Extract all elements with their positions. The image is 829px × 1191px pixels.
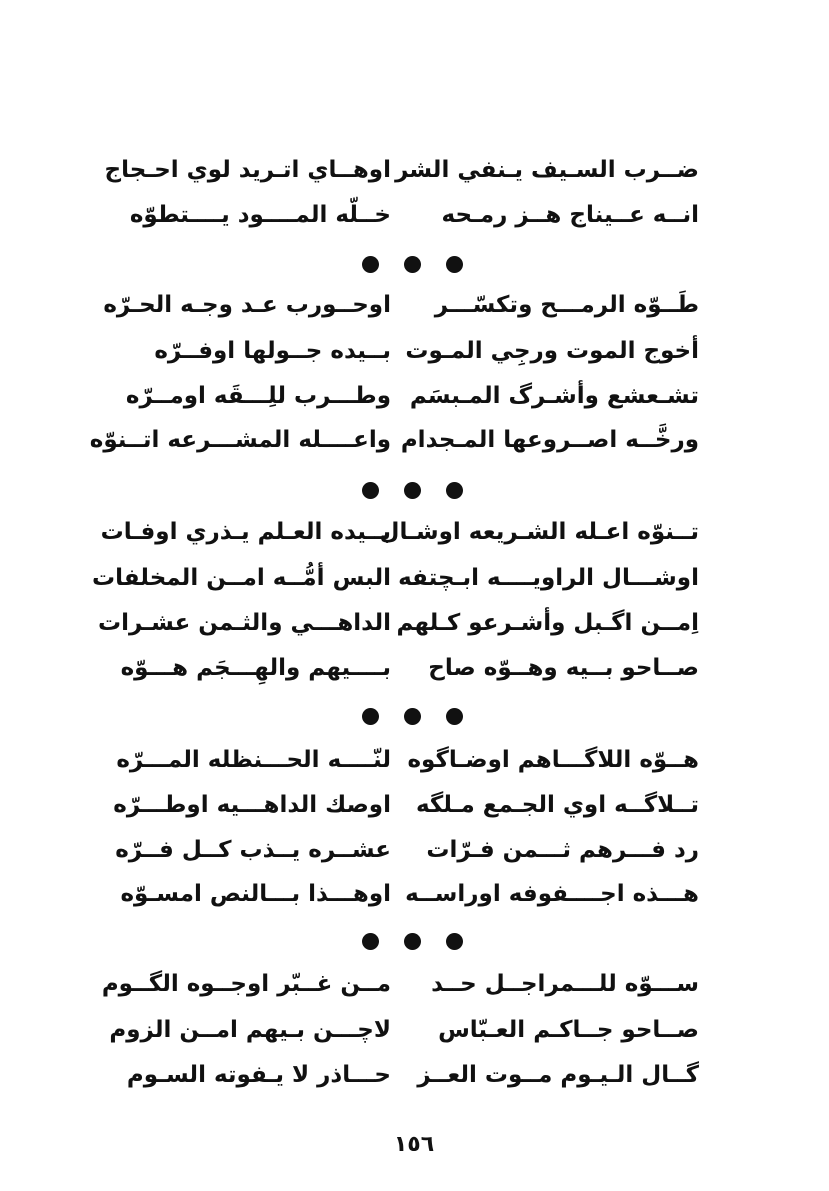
verse-second-hemistich: بــــيهم والهِـــجَم هـــوّه bbox=[120, 655, 391, 681]
separator-dot bbox=[404, 256, 421, 273]
verse-first-hemistich: رد فـــرهم ثـــمن فـرّات bbox=[426, 837, 699, 863]
separator-dot bbox=[404, 708, 421, 725]
verse-first-hemistich: هـــذه اجــــفوفه اوراســه bbox=[405, 881, 699, 907]
verse-first-hemistich: صــاحو بــيه وهــوّه صاح bbox=[428, 655, 699, 681]
verse-line bbox=[0, 331, 829, 371]
separator-dot bbox=[446, 482, 463, 499]
verse-first-hemistich: ضــرب السـيف يـنفي الشر bbox=[395, 157, 699, 183]
verse-second-hemistich: واعــــله المشـــرعه اتــنوّه bbox=[89, 427, 391, 453]
verse-line bbox=[0, 420, 829, 460]
separator-dot bbox=[362, 933, 379, 950]
stanza-separator bbox=[0, 708, 829, 728]
verse-line bbox=[0, 376, 829, 416]
verse-first-hemistich: أخوج الموت ورجِي المـوت bbox=[405, 338, 699, 364]
separator-dot bbox=[404, 482, 421, 499]
verse-second-hemistich: خــلّه المــــود يــــتطوّه bbox=[129, 202, 391, 228]
separator-dot bbox=[446, 708, 463, 725]
verse-second-hemistich: البس أمُّــه امــن المخلفات bbox=[92, 565, 391, 591]
verse-second-hemistich: عشــره يــذب كــل فــرّه bbox=[115, 837, 391, 863]
verse-first-hemistich: اِمــن اگـبل وأشـرعو كـلهم bbox=[396, 610, 699, 636]
verse-line bbox=[0, 830, 829, 870]
verse-line bbox=[0, 285, 829, 325]
verse-second-hemistich: حـــاذر لا يـفوته السـوم bbox=[126, 1062, 391, 1088]
separator-dot bbox=[362, 482, 379, 499]
verse-first-hemistich: طَــوّه الرمـــح وتكسّـــر bbox=[434, 292, 699, 318]
verse-second-hemistich: مــن غــبّر اوجــوه الگــوم bbox=[101, 971, 391, 997]
verse-line bbox=[0, 558, 829, 598]
verse-first-hemistich: انــه عــيناج هــز رمـحه bbox=[441, 202, 699, 228]
verse-first-hemistich: هــوّه اللاگـــاهم اوضـاگوه bbox=[407, 747, 699, 773]
verse-second-hemistich: لاچـــن بـيهم امــن الزوم bbox=[109, 1017, 391, 1043]
verse-second-hemistich: اوحــورب عـد وجـه الحـرّه bbox=[103, 292, 391, 318]
verse-first-hemistich: تــنوّه اعـله الشـريعه اوشـال bbox=[379, 519, 699, 545]
stanza-separator bbox=[0, 482, 829, 502]
verse-line bbox=[0, 195, 829, 235]
stanza-separator bbox=[0, 256, 829, 276]
verse-line bbox=[0, 874, 829, 914]
verse-second-hemistich: الداهـــي والثـمن عشـرات bbox=[98, 610, 391, 636]
verse-second-hemistich: اوصك الداهـــيه اوطـــرّه bbox=[113, 792, 391, 818]
verse-second-hemistich: لنّــــه الحـــنظله المـــرّه bbox=[116, 747, 391, 773]
verse-first-hemistich: اوشـــال الراويــــه ابـچتفه bbox=[398, 565, 699, 591]
verse-second-hemistich: بــيده العـلم يـذري اوفـات bbox=[100, 519, 391, 545]
page-number bbox=[364, 1128, 464, 1162]
page-number-text: ١٥٦ bbox=[393, 1132, 435, 1157]
stanza-separator bbox=[0, 933, 829, 953]
verse-second-hemistich: وطـــرب للِـــقَه اومــرّه bbox=[125, 383, 391, 409]
verse-first-hemistich: ورخَّــه اصــروعها المـجدام bbox=[400, 427, 699, 453]
separator-dot bbox=[362, 256, 379, 273]
separator-dot bbox=[446, 933, 463, 950]
separator-dot bbox=[446, 256, 463, 273]
verse-second-hemistich: اوهــاي اتـريد لوي احـجاج bbox=[104, 157, 391, 183]
verse-line bbox=[0, 964, 829, 1004]
verse-first-hemistich: گــال الـيـوم مــوت العــز bbox=[417, 1062, 699, 1088]
verse-first-hemistich: صــاحو جــاكـم العـبّاس bbox=[438, 1017, 699, 1043]
verse-second-hemistich: بــيده جــولها اوفــرّه bbox=[154, 338, 391, 364]
verse-line bbox=[0, 1055, 829, 1095]
verse-line bbox=[0, 1010, 829, 1050]
verse-first-hemistich: ســـوّه للـــمراجــل حــد bbox=[431, 971, 699, 997]
verse-line bbox=[0, 785, 829, 825]
verse-line bbox=[0, 740, 829, 780]
verse-first-hemistich: تشـعشع وأشـرگ المـبسَم bbox=[409, 383, 699, 409]
verse-second-hemistich: اوهـــذا بـــالنص امسـوّه bbox=[120, 881, 391, 907]
verse-line bbox=[0, 648, 829, 688]
separator-dot bbox=[404, 933, 421, 950]
verse-line bbox=[0, 512, 829, 552]
verse-first-hemistich: تــلاگــه اوي الجـمع مـلگه bbox=[415, 792, 699, 818]
verse-line bbox=[0, 150, 829, 190]
separator-dot bbox=[362, 708, 379, 725]
verse-line bbox=[0, 603, 829, 643]
